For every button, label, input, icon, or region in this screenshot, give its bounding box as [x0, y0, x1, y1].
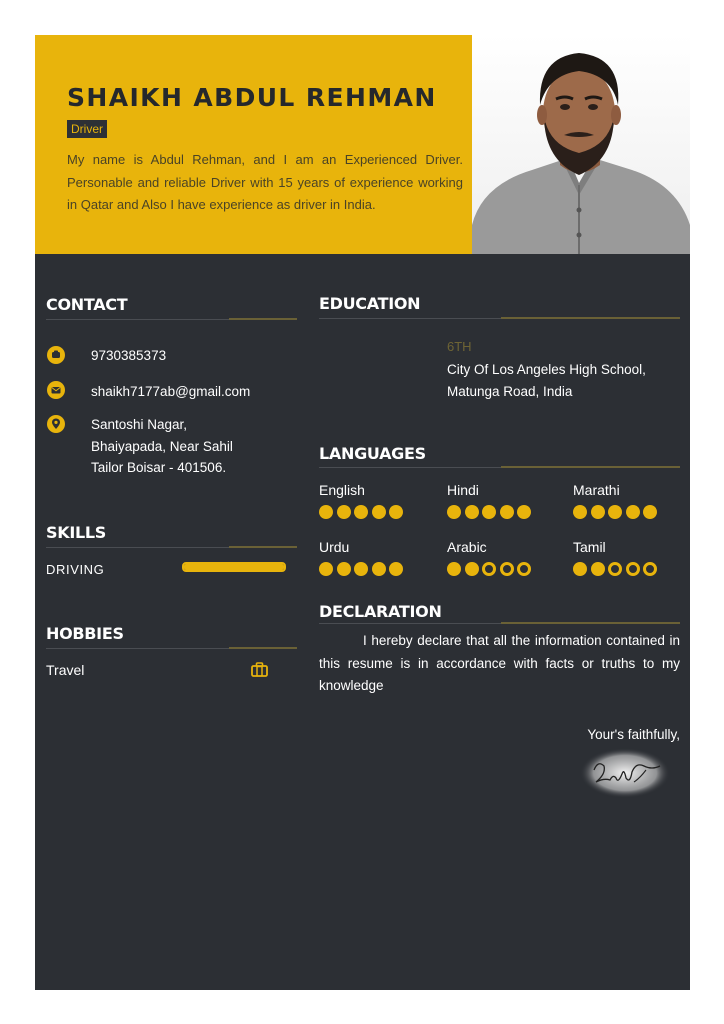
hobby-item: Travel	[46, 662, 85, 678]
languages-divider-accent	[501, 466, 680, 468]
skills-divider-accent	[229, 546, 297, 548]
contact-phone: 9730385373	[91, 348, 167, 363]
rating-dot-filled	[573, 505, 587, 519]
rating-dot-empty	[482, 562, 496, 576]
email-icon	[47, 381, 65, 399]
language-name: Hindi	[447, 482, 479, 498]
rating-dot-filled	[337, 562, 351, 576]
rating-dot-filled	[447, 562, 461, 576]
contact-address-line3: Tailor Boisar - 401506.	[91, 460, 227, 475]
rating-dot-filled	[372, 562, 386, 576]
candidate-name: SHAIKH ABDUL REHMAN	[67, 83, 437, 112]
language-rating	[573, 505, 683, 521]
profile-photo	[472, 35, 690, 254]
declaration-heading: DECLARATION	[319, 602, 442, 621]
skill-level-fill	[184, 564, 284, 570]
rating-dot-filled	[626, 505, 640, 519]
rating-dot-empty	[500, 562, 514, 576]
job-title-badge: Driver	[67, 120, 107, 138]
location-pin-icon	[47, 415, 65, 433]
rating-dot-filled	[337, 505, 351, 519]
rating-dot-filled	[447, 505, 461, 519]
rating-dot-filled	[643, 505, 657, 519]
language-rating	[447, 505, 557, 521]
declaration-divider-accent	[501, 622, 680, 624]
contact-divider-accent	[229, 318, 297, 320]
language-item	[573, 481, 683, 521]
rating-dot-filled	[319, 505, 333, 519]
skills-heading: SKILLS	[46, 523, 106, 542]
closing-salutation: Your's faithfully,	[587, 727, 680, 742]
rating-dot-empty	[643, 562, 657, 576]
languages-heading: LANGUAGES	[319, 444, 426, 463]
signature-image	[580, 748, 670, 798]
rating-dot-filled	[500, 505, 514, 519]
rating-dot-filled	[608, 505, 622, 519]
rating-dot-filled	[465, 505, 479, 519]
rating-dot-filled	[465, 562, 479, 576]
language-name: Urdu	[319, 539, 350, 555]
rating-dot-filled	[517, 505, 531, 519]
language-item	[573, 538, 683, 578]
education-school: City Of Los Angeles High School,	[447, 362, 646, 377]
language-item	[319, 481, 429, 521]
language-rating	[319, 562, 429, 578]
education-location: Matunga Road, India	[447, 384, 573, 399]
education-heading: EDUCATION	[319, 294, 421, 313]
suitcase-icon	[251, 662, 268, 677]
rating-dot-filled	[319, 562, 333, 576]
header-banner	[35, 35, 472, 254]
rating-dot-empty	[517, 562, 531, 576]
skill-label: DRIVING	[46, 562, 105, 577]
rating-dot-filled	[482, 505, 496, 519]
contact-address-line1: Santoshi Nagar,	[91, 417, 188, 432]
language-name: Marathi	[573, 482, 620, 498]
skill-level-bar	[182, 562, 286, 572]
language-name: English	[319, 482, 365, 498]
language-name: Tamil	[573, 539, 606, 555]
education-divider-accent	[501, 317, 680, 319]
rating-dot-filled	[591, 505, 605, 519]
rating-dot-empty	[608, 562, 622, 576]
rating-dot-filled	[354, 505, 368, 519]
contact-address-line2: Bhaiyapada, Near Sahil	[91, 439, 233, 454]
language-rating	[447, 562, 557, 578]
language-item	[447, 538, 557, 578]
rating-dot-filled	[372, 505, 386, 519]
profile-summary: My name is Abdul Rehman, and I am an Experienced Driver. Personable and reliable Driver with 15 years of experience working in Qatar and Also I have experience as driver in India.	[67, 152, 463, 212]
language-item	[319, 538, 429, 578]
language-rating	[573, 562, 683, 578]
hobbies-heading: HOBBIES	[46, 624, 124, 643]
contact-heading: CONTACT	[46, 295, 128, 314]
education-year: 6TH	[447, 339, 472, 354]
rating-dot-filled	[573, 562, 587, 576]
hobbies-divider-accent	[229, 647, 297, 649]
contact-email: shaikh7177ab@gmail.com	[91, 384, 251, 399]
rating-dot-filled	[389, 505, 403, 519]
rating-dot-filled	[591, 562, 605, 576]
phone-icon	[47, 346, 65, 364]
language-item	[447, 481, 557, 521]
rating-dot-filled	[354, 562, 368, 576]
declaration-text: I hereby declare that all the information contained in this resume is in accordance with facts or truths to my knowledge	[319, 633, 680, 693]
rating-dot-filled	[389, 562, 403, 576]
language-name: Arabic	[447, 539, 487, 555]
rating-dot-empty	[626, 562, 640, 576]
language-rating	[319, 505, 429, 521]
